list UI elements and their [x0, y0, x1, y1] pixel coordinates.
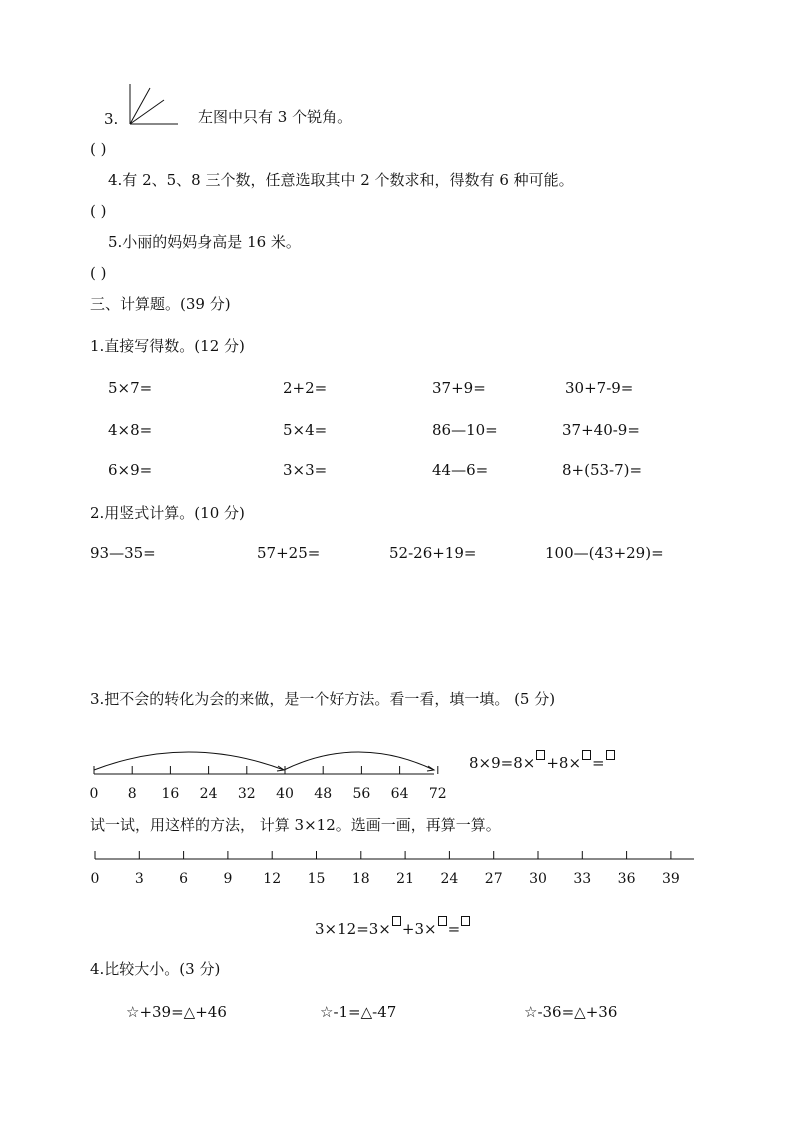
calc-item: 37+40-9=: [562, 421, 640, 439]
angle-figure: [126, 84, 180, 128]
tick-label: 48: [314, 786, 333, 802]
tick-label: 3: [134, 871, 144, 887]
part1-title: 1.直接写得数。(12 分): [90, 337, 245, 355]
number-line-1: [88, 740, 448, 806]
tick-label: 40: [276, 786, 294, 802]
tick-label: 39: [661, 871, 680, 887]
q5-text: 5.小丽的妈妈身高是 16 米。: [108, 233, 301, 251]
vertical-calc-item: 52-26+19=: [389, 544, 477, 562]
blank-box[interactable]: [606, 750, 615, 760]
tick-label: 15: [307, 871, 326, 887]
calc-item: 3×3=: [283, 461, 328, 479]
equation-2: [315, 916, 471, 937]
vertical-calc-item: 93—35=: [90, 544, 156, 562]
calc-item: 2+2=: [283, 379, 328, 397]
tick-label: 8: [127, 786, 137, 802]
tick-label: 12: [263, 871, 282, 887]
tick-label: 6: [179, 871, 189, 887]
tick-label: 0: [89, 786, 99, 802]
tick-label: 64: [390, 786, 409, 802]
tick-label: 56: [352, 786, 371, 802]
compare-item: ☆-36=△+36: [524, 1003, 618, 1021]
tick-label: 16: [161, 786, 180, 802]
calc-item: 5×7=: [108, 379, 153, 397]
blank-box[interactable]: [438, 916, 447, 926]
tick-label: 72: [428, 786, 447, 802]
q4-text: 4.有 2、5、8 三个数，任意选取其中 2 个数求和，得数有 6 种可能。: [108, 171, 574, 189]
blank-box[interactable]: [392, 916, 401, 926]
calc-item: 44—6=: [432, 461, 489, 479]
tick-label: 0: [90, 871, 100, 887]
instruction-text: 试一试，用这样的方法， 计算 3×12。选画一画，再算一算。: [90, 816, 501, 834]
tick-label: 24: [199, 786, 218, 802]
vertical-calc-item: 57+25=: [257, 544, 321, 562]
calc-item: 86—10=: [432, 421, 498, 439]
calc-item: 4×8=: [108, 421, 153, 439]
tick-label: 24: [440, 871, 459, 887]
calc-item: 6×9=: [108, 461, 153, 479]
number-line-2[interactable]: [86, 846, 700, 892]
tick-label: 21: [396, 871, 415, 887]
angle-rays-icon: [126, 84, 180, 128]
compare-item: ☆+39=△+46: [126, 1003, 227, 1021]
eq2-part-b: +3×: [401, 920, 437, 938]
calc-item: 8+(53-7)=: [562, 461, 643, 479]
jump-arc: [94, 752, 284, 770]
eq2-part-a: 3×12=3×: [315, 920, 391, 938]
q4-answer-parens[interactable]: ( ): [90, 202, 107, 220]
eq1-part-b: +8×: [546, 754, 582, 772]
q3-number: 3.: [104, 110, 119, 128]
calc-item: 37+9=: [432, 379, 486, 397]
compare-item: ☆-1=△-47: [320, 1003, 397, 1021]
blank-box[interactable]: [536, 750, 545, 760]
tick-label: 36: [617, 871, 636, 887]
calc-item: 5×4=: [283, 421, 328, 439]
section-title: 三、计算题。(39 分): [90, 295, 231, 313]
eq1-part-a: 8×9=8×: [469, 754, 536, 772]
tick-label: 27: [484, 871, 503, 887]
blank-box[interactable]: [461, 916, 470, 926]
q3-answer-parens[interactable]: ( ): [90, 140, 107, 158]
equation-1: [469, 750, 616, 771]
eq2-part-c: =: [447, 920, 461, 938]
tick-label: 33: [573, 871, 592, 887]
blank-box[interactable]: [582, 750, 591, 760]
tick-label: 9: [223, 871, 233, 887]
vertical-calc-item: 100—(43+29)=: [545, 544, 664, 562]
q5-answer-parens[interactable]: ( ): [90, 264, 107, 282]
part3-title: 3.把不会的转化为会的来做，是一个好方法。看一看，填一填。 (5 分): [90, 690, 556, 708]
calc-item: 30+7-9=: [565, 379, 634, 397]
tick-label: 32: [237, 786, 256, 802]
jump-arc: [284, 752, 434, 770]
tick-label: 18: [351, 871, 370, 887]
tick-label: 30: [529, 871, 547, 887]
part4-title: 4.比较大小。(3 分): [90, 960, 221, 978]
eq1-part-c: =: [592, 754, 605, 772]
q3-text: 左图中只有 3 个锐角。: [198, 108, 353, 126]
part2-title: 2.用竖式计算。(10 分): [90, 504, 245, 522]
